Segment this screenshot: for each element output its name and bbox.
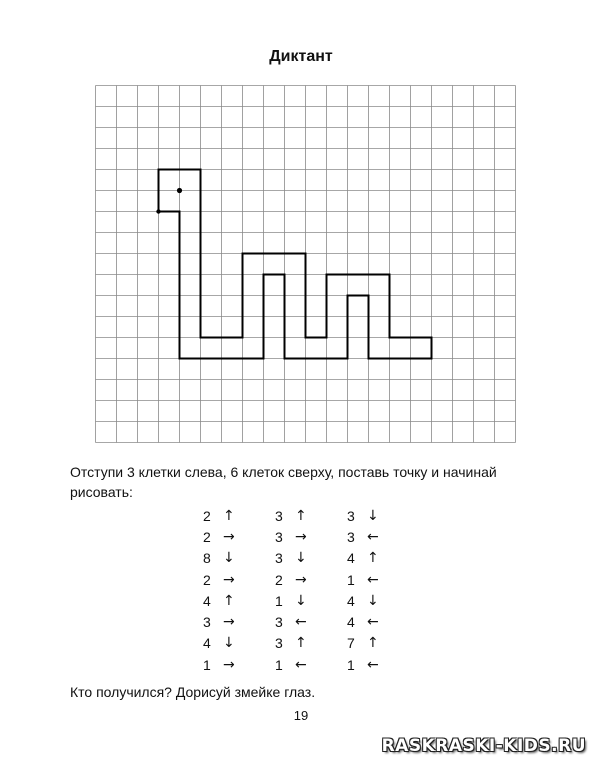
step-count: 2	[203, 528, 211, 545]
step-count: 8	[203, 550, 211, 567]
step-item	[203, 569, 275, 590]
step-column	[203, 505, 275, 675]
step-arrow-icon: ↓	[295, 550, 307, 567]
step-item	[347, 526, 419, 547]
step-item	[203, 611, 275, 632]
step-arrow-icon: ↓	[367, 507, 379, 524]
step-arrow-icon: ↑	[295, 507, 307, 524]
step-arrow-icon: →	[223, 614, 235, 631]
step-arrow-icon: ←	[367, 614, 379, 631]
step-count: 4	[347, 592, 355, 609]
step-count: 3	[203, 614, 211, 631]
step-count: 1	[203, 656, 211, 673]
step-item	[275, 611, 347, 632]
step-count: 1	[275, 656, 283, 673]
step-item	[347, 505, 419, 526]
step-item	[275, 526, 347, 547]
step-item	[203, 633, 275, 654]
page-title: Диктант	[269, 48, 333, 65]
step-item	[203, 548, 275, 569]
step-arrow-icon: ↓	[367, 592, 379, 609]
site-watermark: RASKRASKI-KIDS.RU	[381, 736, 586, 756]
step-count: 2	[203, 507, 211, 524]
step-arrow-icon: ←	[367, 528, 379, 545]
step-count: 2	[275, 571, 283, 588]
step-item	[347, 590, 419, 611]
step-item	[347, 569, 419, 590]
step-arrow-icon: →	[295, 571, 307, 588]
step-item	[347, 548, 419, 569]
step-arrow-icon: ←	[367, 571, 379, 588]
step-item	[347, 654, 419, 675]
step-arrow-icon: →	[223, 528, 235, 545]
step-count: 2	[203, 571, 211, 588]
step-item	[275, 654, 347, 675]
step-count: 7	[347, 635, 355, 652]
grid-canvas	[95, 85, 517, 444]
step-arrow-icon: ↓	[223, 550, 235, 567]
step-count: 3	[347, 507, 355, 524]
step-count: 3	[275, 528, 283, 545]
step-arrow-icon: ←	[367, 656, 379, 673]
step-item	[275, 569, 347, 590]
step-item	[275, 548, 347, 569]
snake-eye	[177, 188, 182, 193]
step-item	[203, 590, 275, 611]
step-item	[275, 633, 347, 654]
step-arrow-icon: →	[295, 528, 307, 545]
step-count: 4	[347, 614, 355, 631]
step-count: 3	[275, 550, 283, 567]
step-count: 3	[275, 635, 283, 652]
drawing-grid	[95, 85, 517, 444]
step-count: 1	[347, 656, 355, 673]
step-count: 3	[347, 528, 355, 545]
page-number: 19	[293, 708, 309, 723]
step-item	[347, 633, 419, 654]
step-item	[275, 505, 347, 526]
step-arrow-icon: ↑	[295, 635, 307, 652]
dictation-steps	[203, 505, 419, 675]
start-point	[156, 209, 160, 213]
step-count: 4	[347, 550, 355, 567]
step-arrow-icon: ↑	[223, 592, 235, 609]
instruction-text: Отступи 3 клетки слева, 6 клеток сверху, поставь точку и начинай рисовать:	[70, 464, 497, 500]
step-column	[347, 505, 419, 675]
step-arrow-icon: ←	[295, 656, 307, 673]
step-count: 3	[275, 507, 283, 524]
step-arrow-icon: ↓	[295, 592, 307, 609]
step-arrow-icon: →	[223, 656, 235, 673]
step-count: 4	[203, 635, 211, 652]
step-item	[203, 505, 275, 526]
step-count: 1	[275, 592, 283, 609]
step-item	[275, 590, 347, 611]
step-item	[203, 526, 275, 547]
snake-outline	[159, 170, 432, 359]
step-count: 3	[275, 614, 283, 631]
step-item	[203, 654, 275, 675]
step-arrow-icon: ←	[295, 614, 307, 631]
step-arrow-icon: ↑	[367, 550, 379, 567]
step-arrow-icon: ↑	[223, 507, 235, 524]
step-arrow-icon: ↓	[223, 635, 235, 652]
step-arrow-icon: →	[223, 571, 235, 588]
step-count: 1	[347, 571, 355, 588]
step-count: 4	[203, 592, 211, 609]
question-text: Кто получился? Дорисуй змейке глаз.	[70, 684, 316, 700]
step-item	[347, 611, 419, 632]
step-column	[275, 505, 347, 675]
step-arrow-icon: ↑	[367, 635, 379, 652]
